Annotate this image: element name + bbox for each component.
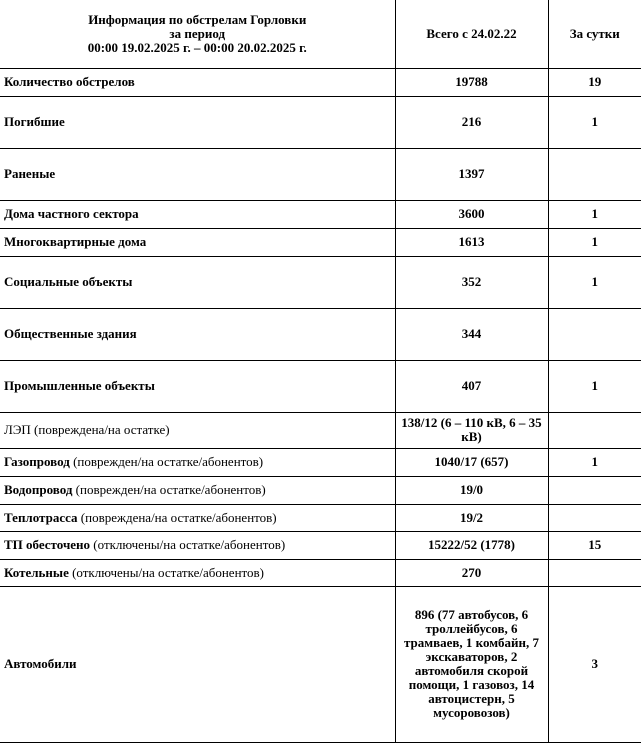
row-label-bold: Промышленные объекты [4, 378, 155, 393]
row-total-value: 15222/52 (1778) [395, 531, 548, 559]
row-total-value: 1040/17 (657) [395, 448, 548, 476]
row-label-bold: Раненые [4, 166, 56, 181]
row-day-value: 1 [548, 360, 641, 412]
row-total-value: 19788 [395, 68, 548, 96]
table-row [0, 68, 641, 96]
row-label-bold: Газопровод [4, 454, 70, 469]
row-label-bold: Дома частного сектора [4, 206, 139, 221]
row-label [0, 559, 395, 586]
row-label [0, 308, 395, 360]
row-label [0, 531, 395, 559]
row-label [0, 96, 395, 148]
row-total-value: 1613 [395, 228, 548, 256]
table-row [0, 476, 641, 504]
row-label [0, 228, 395, 256]
table-row [0, 412, 641, 448]
table-row [0, 228, 641, 256]
row-label-bold: Количество обстрелов [4, 74, 135, 89]
row-day-value: 1 [548, 228, 641, 256]
table-row [0, 148, 641, 200]
row-label [0, 504, 395, 531]
row-label [0, 200, 395, 228]
table-row [0, 559, 641, 586]
row-day-value: 1 [548, 256, 641, 308]
row-total-value: 896 (77 автобусов, 6 троллейбусов, 6 трамваев, 1 комбайн, 7 экскаваторов, 2 автомобиля скорой помощи, 1 газовоз, 14 автоцистерн, 5 мусоровозов) [395, 586, 548, 742]
row-label-bold: Погибшие [4, 114, 65, 129]
row-label [0, 412, 395, 448]
row-label [0, 476, 395, 504]
row-day-value: 19 [548, 68, 641, 96]
row-label [0, 68, 395, 96]
table-row [0, 308, 641, 360]
row-label-bold: Водопровод [4, 482, 73, 497]
row-day-value: 3 [548, 586, 641, 742]
row-day-value [548, 148, 641, 200]
row-day-value: 1 [548, 200, 641, 228]
row-label-detail: ЛЭП (повреждена/на остатке) [4, 422, 170, 437]
row-total-value: 344 [395, 308, 548, 360]
row-label-bold: ТП обесточено [4, 537, 91, 552]
table-header-row [0, 0, 641, 68]
report-title-line: Информация по обстрелам Горловки [88, 11, 307, 27]
row-label-bold: Многоквартирные дома [4, 234, 147, 249]
table-row [0, 360, 641, 412]
row-total-value: 3600 [395, 200, 548, 228]
column-header-day: За сутки [548, 0, 641, 68]
row-label [0, 586, 395, 742]
row-label-bold: Общественные здания [4, 326, 137, 341]
row-day-value [548, 308, 641, 360]
row-label-bold: Котельные [4, 564, 69, 580]
table-row [0, 531, 641, 559]
row-total-value: 19/0 [395, 476, 548, 504]
row-label-detail: (отключены/на остатке/абонентов) [90, 537, 286, 552]
row-label-bold: Социальные объекты [4, 274, 133, 289]
row-label-detail: (повреждена/на остатке/абонентов) [77, 509, 277, 525]
row-total-value: 352 [395, 256, 548, 308]
table-row [0, 586, 641, 742]
row-day-value [548, 476, 641, 504]
table-row [0, 256, 641, 308]
row-day-value: 1 [548, 96, 641, 148]
row-total-value: 138/12 (6 – 110 кВ, 6 – 35 кВ) [395, 412, 548, 448]
row-total-value: 407 [395, 360, 548, 412]
row-label-detail: (поврежден/на остатке/абонентов) [72, 482, 266, 497]
report-title-cell [0, 0, 395, 68]
table-row [0, 96, 641, 148]
row-label-bold: Теплотрасса [4, 509, 78, 525]
row-label [0, 448, 395, 476]
row-day-value [548, 412, 641, 448]
table-row [0, 448, 641, 476]
row-total-value: 19/2 [395, 504, 548, 531]
row-total-value: 216 [395, 96, 548, 148]
column-header-total: Всего с 24.02.22 [395, 0, 548, 68]
row-day-value: 15 [548, 531, 641, 559]
row-day-value [548, 504, 641, 531]
report-period-range: 00:00 19.02.2025 г. – 00:00 20.02.2025 г. [87, 39, 307, 55]
row-day-value: 1 [548, 448, 641, 476]
row-label-detail: (отключены/на остатке/абонентов) [68, 564, 265, 580]
row-day-value [548, 559, 641, 586]
row-label [0, 256, 395, 308]
row-total-value: 270 [395, 559, 548, 586]
table-row [0, 200, 641, 228]
row-label [0, 148, 395, 200]
table-row [0, 504, 641, 531]
row-label [0, 360, 395, 412]
row-label-bold: Автомобили [4, 656, 77, 671]
row-total-value: 1397 [395, 148, 548, 200]
report-period-caption: за период [169, 25, 226, 41]
row-label-detail: (поврежден/на остатке/абонентов) [69, 454, 264, 469]
